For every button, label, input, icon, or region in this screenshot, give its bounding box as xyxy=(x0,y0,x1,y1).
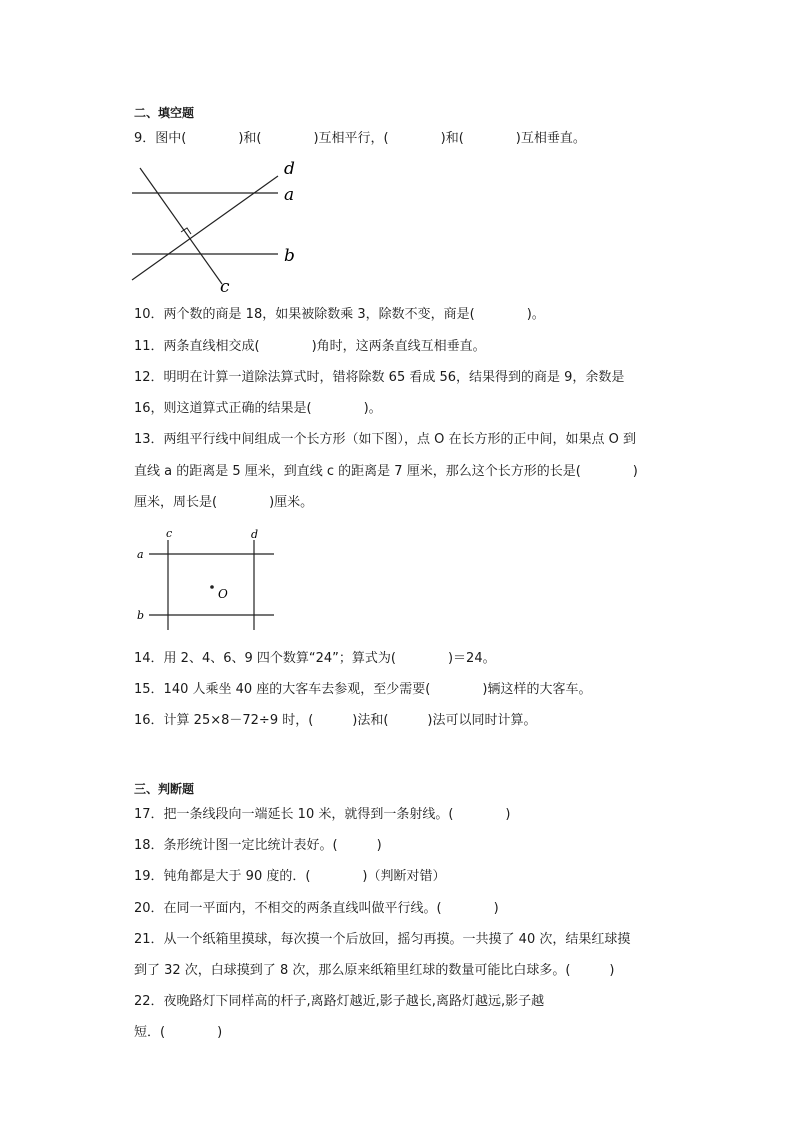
question-13-line-3: 厘米，周长是( )厘米。 xyxy=(134,495,314,510)
label-a: a xyxy=(284,185,295,205)
label-o: O xyxy=(218,587,228,601)
label-b: b xyxy=(284,246,295,266)
question-21-line-1: 21．从一个纸箱里摸球，每次摸一个后放回，摇匀再摸。一共摸了 40 次，结果红球摸 xyxy=(134,932,631,947)
question-15: 15．140 人乘坐 40 座的大客车去参观，至少需要( )辆这样的大客车。 xyxy=(134,682,592,697)
label-b: b xyxy=(137,609,145,622)
label-c: c xyxy=(166,527,173,540)
question-14: 14．用 2、4、6、9 四个数算“24”；算式为( )＝24。 xyxy=(134,651,496,666)
section-heading-fill-blank: 二、填空题 xyxy=(134,106,195,120)
question-9: 9．图中( )和( )互相平行，( )和( )互相垂直。 xyxy=(134,131,586,146)
line-d xyxy=(132,176,278,280)
line-c xyxy=(140,168,222,284)
question-18: 18．条形统计图一定比统计表好。( ) xyxy=(134,838,382,853)
question-13-line-1: 13．两组平行线中间组成一个长方形（如下图），点 O 在长方形的正中间，如果点 O 到 xyxy=(134,432,637,447)
question-11: 11．两条直线相交成( )角时，这两条直线互相垂直。 xyxy=(134,339,486,354)
question-12-line-1: 12．明明在计算一道除法算式时，错将除数 65 看成 56，结果得到的商是 9，余数是 xyxy=(134,370,625,385)
question-17: 17．把一条线段向一端延长 10 米，就得到一条射线。( ) xyxy=(134,807,511,822)
rectangle-figure xyxy=(134,526,279,636)
question-19: 19．钝角都是大于 90 度的．( )（判断对错） xyxy=(134,869,446,884)
label-c: c xyxy=(220,277,230,297)
label-d: d xyxy=(284,159,295,179)
question-21-line-2: 到了 32 次，白球摸到了 8 次，那么原来纸箱里红球的数量可能比白球多。( ) xyxy=(134,963,615,978)
question-12-line-2: 16，则这道算式正确的结果是( )。 xyxy=(134,401,382,416)
question-22-line-2: 短．( ) xyxy=(134,1025,223,1040)
question-13-line-2: 直线 a 的距离是 5 厘米，到直线 c 的距离是 7 厘米，那么这个长方形的长是( ) xyxy=(134,464,638,479)
section-heading-true-false: 三、判断题 xyxy=(134,782,195,796)
label-a: a xyxy=(137,548,144,561)
question-10: 10．两个数的商是 18，如果被除数乘 3，除数不变，商是( )。 xyxy=(134,307,545,322)
question-20: 20．在同一平面内，不相交的两条直线叫做平行线。( ) xyxy=(134,901,499,916)
point-o xyxy=(210,585,214,589)
parallel-perpendicular-figure xyxy=(128,158,308,298)
question-22-line-1: 22．夜晚路灯下同样高的杆子,离路灯越近,影子越长,离路灯越远,影子越 xyxy=(134,994,545,1009)
question-16: 16．计算 25×8－72÷9 时，( )法和( )法可以同时计算。 xyxy=(134,713,537,728)
label-d: d xyxy=(251,528,259,541)
